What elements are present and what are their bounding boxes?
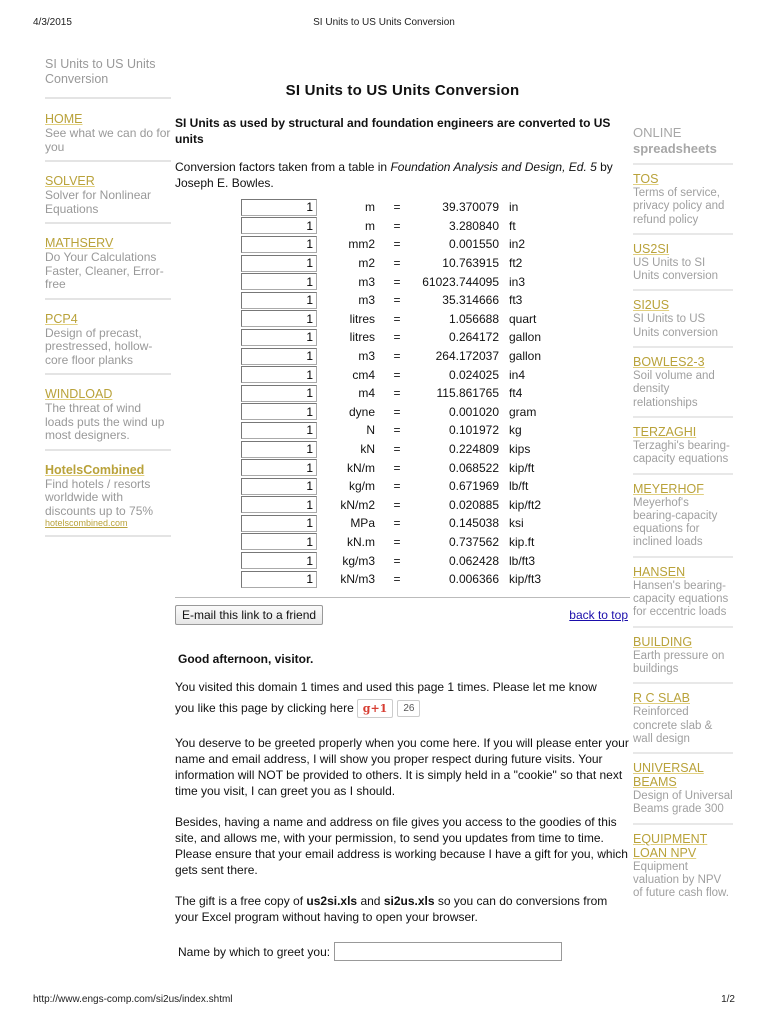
right-nav-desc: Terzaghi's bearing-capacity equations (633, 439, 730, 466)
conversion-row (241, 533, 541, 552)
us-unit: kip/ft2 (509, 497, 542, 512)
us-unit: quart (509, 311, 537, 326)
left-nav-title[interactable]: PCP4 (45, 311, 78, 326)
si-value-input[interactable] (241, 310, 317, 327)
right-nav-title[interactable]: BUILDING (633, 634, 693, 649)
left-nav-title[interactable]: WINDLOAD (45, 387, 113, 401)
si-unit: m (365, 200, 375, 215)
conversion-row (241, 347, 541, 366)
equals-sign: = (393, 442, 401, 457)
us-value: 0.024025 (448, 367, 499, 382)
us-value: 0.671969 (448, 479, 499, 494)
equals-sign: = (393, 386, 401, 401)
left-nav-title[interactable]: SOLVER (45, 174, 95, 188)
online-heading (633, 125, 733, 157)
us-unit: kg (509, 423, 522, 438)
right-nav-desc: Meyerhof's bearing-capacity equations for inclined loads (633, 496, 718, 549)
conversion-row (241, 458, 541, 477)
si-unit: kN (360, 442, 375, 457)
gift-post: so you can do conversions from your Excel program without having to open your browser. (175, 894, 608, 925)
si-value-input[interactable] (241, 552, 317, 569)
us-unit: lb/ft (509, 479, 529, 494)
us-unit: ft2 (509, 256, 523, 271)
name-row (175, 942, 630, 961)
conversion-row (241, 310, 541, 329)
si-unit: cm4 (352, 367, 375, 382)
name-label: Name by which to greet you: (178, 944, 331, 959)
si-value-input[interactable] (241, 571, 317, 588)
si-value-input[interactable] (241, 199, 317, 216)
us-value: 0.224809 (448, 442, 499, 457)
left-nav-title[interactable]: HOME (45, 112, 83, 126)
conversion-row (241, 421, 541, 440)
email-link-button[interactable]: E-mail this link to a friend (175, 605, 323, 625)
us-value: 61023.744095 (422, 274, 499, 289)
right-nav-us2si[interactable] (633, 233, 733, 290)
conversion-row (241, 291, 541, 310)
us-unit: kip/ft3 (509, 572, 542, 587)
book-title: Foundation Analysis and Design, Ed. 5 (390, 160, 597, 174)
si-unit: N (366, 423, 375, 438)
right-nav-desc: US Units to SI Units conversion (633, 256, 719, 283)
greeting: Good afternoon, visitor. (178, 652, 314, 667)
right-nav-title[interactable]: R C SLAB (633, 691, 690, 706)
si-unit: kN/m2 (340, 497, 375, 512)
print-page-number: 1/2 (721, 994, 735, 1005)
si-unit: MPa (350, 516, 375, 531)
right-nav-desc: Soil volume and density relationships (633, 370, 715, 409)
conversion-row (241, 198, 541, 217)
si-value-input[interactable] (241, 533, 317, 550)
si-value-input[interactable] (241, 273, 317, 290)
right-nav-title[interactable]: UNIVERSAL BEAMS (633, 761, 704, 790)
conversion-row (241, 328, 541, 347)
spreadsheets-label: spreadsheets (633, 141, 717, 156)
hotels-ad-desc: Find hotels / resorts worldwide with discounts up to 75% (45, 476, 154, 518)
left-nav-desc: See what we can do for you (45, 126, 171, 154)
us-unit: in (509, 200, 519, 215)
us-unit: kip.ft (509, 534, 535, 549)
equals-sign: = (393, 274, 401, 289)
conversion-row (241, 514, 541, 533)
left-nav-home[interactable] (45, 112, 171, 162)
right-nav-terzaghi[interactable] (633, 416, 733, 473)
si-value-input[interactable] (241, 366, 317, 383)
us-unit: gallon (509, 330, 542, 345)
si-unit: kN.m (347, 534, 375, 549)
right-nav-desc: Equipment valuation by NPV of future cash flow. (633, 860, 729, 900)
us-unit: kip/ft (509, 460, 535, 475)
si-unit: dyne (348, 404, 375, 419)
si-unit: m3 (358, 274, 375, 289)
source-pre: Conversion factors taken from a table in (175, 160, 391, 174)
right-nav-desc: Earth pressure on buildings (633, 649, 725, 675)
us-value: 39.370079 (442, 200, 499, 215)
si-value-input[interactable] (241, 459, 317, 476)
source-note (175, 159, 630, 191)
conversion-row (241, 440, 541, 459)
conversion-row (241, 570, 541, 589)
conversion-row (241, 384, 541, 403)
equals-sign: = (393, 200, 401, 215)
conversion-row (241, 365, 541, 384)
left-nav-solver[interactable] (45, 174, 171, 224)
gift-pre: The gift is a free copy of (175, 894, 307, 909)
left-nav-desc: Design of precast, prestressed, hollow-core floor planks (45, 325, 153, 367)
right-sidebar (633, 125, 733, 907)
equals-sign: = (393, 497, 401, 512)
conversion-row (241, 496, 541, 515)
si-unit: kg/m3 (342, 553, 375, 568)
gift-paragraph (175, 893, 630, 925)
left-nav-windload[interactable] (45, 387, 171, 451)
conversion-row (241, 272, 541, 291)
si-unit: litres (349, 311, 375, 326)
visit-line-1: You visited this domain 1 times and used this page 1 times. Please let me know (175, 680, 597, 695)
right-nav-desc: Hansen's bearing-capacity equations for eccentric loads (633, 579, 729, 619)
right-nav-universal-beams[interactable] (633, 752, 733, 823)
si-unit: litres (349, 330, 375, 345)
equals-sign: = (393, 367, 401, 382)
equals-sign: = (393, 534, 401, 549)
conversion-row (241, 551, 541, 570)
hotels-ad[interactable] (45, 463, 171, 538)
name-input[interactable] (334, 942, 562, 961)
right-nav-title[interactable]: US2SI (633, 241, 670, 256)
si-value-input[interactable] (241, 422, 317, 439)
si-value-input[interactable] (241, 441, 317, 458)
us-value: 0.264172 (448, 330, 499, 345)
print-url: http://www.engs-comp.com/si2us/index.shtml (33, 994, 233, 1005)
us-unit: gallon (509, 349, 542, 364)
us-value: 0.006366 (448, 572, 499, 587)
equals-sign: = (393, 572, 401, 587)
si-value-input[interactable] (241, 515, 317, 532)
equals-sign: = (393, 553, 401, 568)
source-post: by Joseph E. Bowles. (175, 160, 613, 190)
visit-paragraph (175, 679, 630, 720)
conversion-row (241, 235, 541, 254)
site-name: SI Units to US Units Conversion (45, 57, 171, 99)
right-nav-bowles2-3[interactable] (633, 346, 733, 416)
right-nav-title[interactable]: EQUIPMENT LOAN NPV (633, 831, 708, 860)
us-unit: ksi (509, 516, 524, 531)
online-label: ONLINE (633, 125, 682, 140)
pdf-header (0, 17, 768, 31)
si-unit: m3 (358, 349, 375, 364)
si-value-input[interactable] (241, 217, 317, 234)
si-unit: mm2 (348, 237, 375, 252)
us-unit: in4 (509, 367, 526, 382)
hotels-ad-title[interactable]: HotelsCombined (45, 462, 145, 477)
equals-sign: = (393, 293, 401, 308)
right-nav-title[interactable]: BOWLES2-3 (633, 355, 705, 370)
right-nav-title[interactable]: HANSEN (633, 564, 686, 579)
gift-and: and (357, 894, 384, 909)
right-nav-si2us[interactable] (633, 289, 733, 346)
us-value: 264.172037 (435, 349, 499, 364)
hotels-ad-domain[interactable]: hotelscombined.com (45, 518, 128, 528)
main-content (175, 82, 630, 961)
si-value-input[interactable] (241, 478, 317, 495)
conversion-row (241, 477, 541, 496)
page-title: SI Units to US Units Conversion (285, 82, 520, 99)
us-unit: ft3 (509, 293, 523, 308)
si-value-input[interactable] (241, 385, 317, 402)
si-unit: m4 (358, 386, 375, 401)
right-nav-desc: Design of Universal Beams grade 300 (633, 790, 733, 816)
equals-sign: = (393, 256, 401, 271)
equals-sign: = (393, 423, 401, 438)
right-nav-equipment-loan-npv[interactable] (633, 823, 733, 907)
equals-sign: = (393, 237, 401, 252)
gplus-widget[interactable] (357, 699, 421, 718)
benefits-paragraph: Besides, having a name and address on file gives you access to the goodies of this site, and allows me, with your permission, to send you updates from time to time. Please ensure that your email address is working because I have a gift for you, which gets sent there. (175, 815, 628, 878)
conversion-row (241, 217, 541, 236)
us-value: 0.737562 (448, 534, 499, 549)
right-nav-title[interactable]: SI2US (633, 298, 670, 313)
us-unit: in2 (509, 237, 526, 252)
right-nav-title[interactable]: MEYERHOF (633, 481, 704, 496)
us-value: 0.020885 (448, 497, 499, 512)
right-nav-desc: SI Units to US Units conversion (633, 313, 719, 339)
print-date: 4/3/2015 (33, 17, 72, 28)
equals-sign: = (393, 479, 401, 494)
si-unit: m3 (358, 293, 375, 308)
us-unit: gram (509, 404, 537, 419)
left-nav-desc: Solver for Nonlinear Equations (45, 188, 152, 216)
right-nav-title[interactable]: TERZAGHI (633, 424, 697, 439)
us-unit: kips (509, 442, 531, 457)
intro-text: SI Units as used by structural and foundation engineers are converted to US units (175, 116, 611, 146)
us-value: 0.001020 (448, 404, 499, 419)
gift-file-1: us2si.xls (306, 894, 358, 909)
right-nav-desc: Terms of service, privacy policy and refund policy (633, 187, 725, 226)
right-nav-hansen[interactable] (633, 556, 733, 626)
gplus-count: 26 (397, 700, 420, 717)
button-row (175, 605, 630, 627)
back-to-top-link[interactable]: back to top (569, 608, 628, 623)
us-value: 0.068522 (448, 460, 499, 475)
right-nav-r-c-slab[interactable] (633, 682, 733, 752)
us-value: 0.001550 (448, 237, 499, 252)
si-unit: m (365, 218, 375, 233)
gift-file-2: si2us.xls (383, 894, 435, 909)
greeting-paragraph: You deserve to be greeted properly when you come here. If you will please enter your name and email address, I will show you proper respect during future visits. Your information will NOT be provided to others. It is simply held in a "cookie" so that next time you visit, I can greet you as I should. (175, 736, 629, 799)
us-unit: lb/ft3 (509, 553, 536, 568)
equals-sign: = (393, 218, 401, 233)
si-value-input[interactable] (241, 329, 317, 346)
si-unit: m2 (358, 256, 375, 271)
si-unit: kN/m (347, 460, 375, 475)
equals-sign: = (393, 404, 401, 419)
left-nav-mathserv[interactable] (45, 236, 171, 300)
us-value: 0.145038 (448, 516, 499, 531)
si-unit: kg/m (348, 479, 375, 494)
right-nav-title[interactable]: TOS (633, 172, 659, 186)
right-nav-building[interactable] (633, 626, 733, 683)
gplus-button[interactable]: g+1 (357, 699, 394, 718)
si-value-input[interactable] (241, 292, 317, 309)
us-value: 0.101972 (448, 423, 499, 438)
us-unit: ft4 (509, 386, 523, 401)
left-sidebar (45, 57, 171, 549)
us-value: 3.280840 (448, 218, 499, 233)
left-nav-title[interactable]: MATHSERV (45, 236, 114, 250)
conversion-row (241, 403, 541, 422)
equals-sign: = (393, 349, 401, 364)
left-nav-pcp4[interactable] (45, 312, 171, 376)
visit-line-2: you like this page by clicking here (175, 701, 354, 716)
equals-sign: = (393, 330, 401, 345)
si-value-input[interactable] (241, 236, 317, 253)
conversion-row (241, 254, 541, 273)
right-nav-meyerhof[interactable] (633, 473, 733, 556)
equals-sign: = (393, 516, 401, 531)
equals-sign: = (393, 460, 401, 475)
si-value-input[interactable] (241, 255, 317, 272)
us-value: 0.062428 (448, 553, 499, 568)
us-value: 10.763915 (442, 256, 499, 271)
print-title: SI Units to US Units Conversion (313, 17, 455, 28)
si-value-input[interactable] (241, 348, 317, 365)
si-value-input[interactable] (241, 496, 317, 513)
right-nav-desc: Reinforced concrete slab & wall design (633, 706, 713, 745)
divider (175, 597, 630, 598)
left-nav-desc: The threat of wind loads puts the wind up most designers. (45, 401, 165, 442)
si-unit: kN/m3 (340, 572, 375, 587)
us-value: 115.861765 (436, 386, 499, 401)
us-unit: ft (509, 218, 516, 233)
si-value-input[interactable] (241, 403, 317, 420)
us-unit: in3 (509, 274, 526, 289)
us-value: 1.056688 (448, 311, 499, 326)
conversion-table (241, 198, 541, 588)
equals-sign: = (393, 311, 401, 326)
us-value: 35.314666 (442, 293, 499, 308)
left-nav-desc: Do Your Calculations Faster, Cleaner, Error-free (45, 250, 164, 291)
right-nav-tos[interactable] (633, 163, 733, 233)
